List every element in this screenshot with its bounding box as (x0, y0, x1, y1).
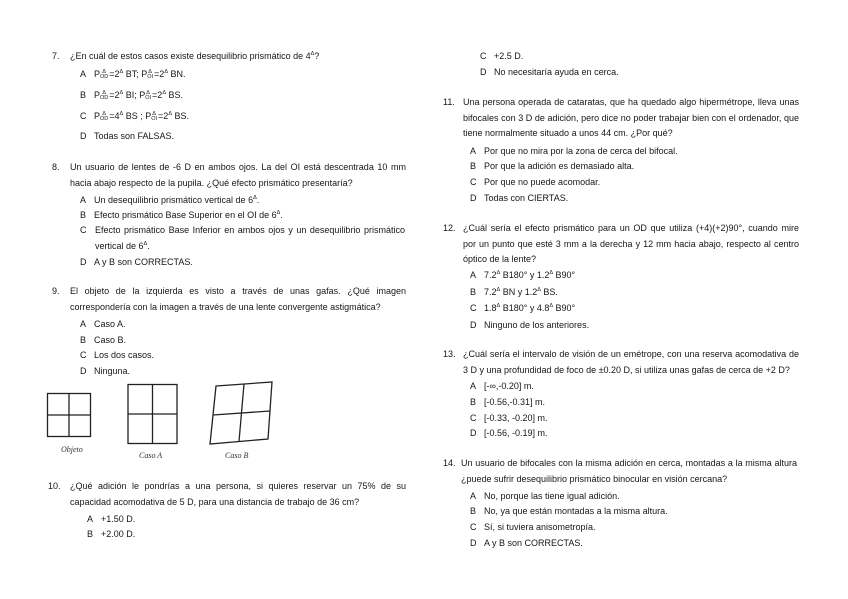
text-fragment: 7.2 (484, 270, 497, 280)
delta-superscript: Δ (496, 303, 501, 309)
text-fragment: OI (147, 73, 154, 80)
text-fragment: [-∞,-0.20] m. (484, 381, 534, 391)
text-fragment: C (470, 522, 477, 532)
q9-option-d[interactable] (80, 365, 130, 377)
text-fragment: No, ya que están montadas a la misma altura. (484, 506, 668, 516)
text-fragment: =2 (158, 111, 169, 121)
grid-figures (40, 378, 290, 450)
text-fragment: BN y 1.2 (500, 287, 538, 297)
text-fragment: No, porque las tiene igual adición. (484, 491, 620, 501)
text-fragment: Efecto prismático Base Inferior en ambos ojos y un desequilibrio prismático vertical de 6 (95, 225, 405, 251)
q12-option-c[interactable] (470, 302, 575, 314)
q8-option-a[interactable] (80, 194, 259, 206)
q7-option-d[interactable] (80, 130, 174, 142)
q14-option-a[interactable] (470, 490, 620, 502)
text-fragment: B (80, 335, 87, 345)
text-fragment: B90° (553, 270, 576, 280)
case-b-caption: Caso B (225, 451, 249, 460)
text-fragment: Por que no mira por la zona de cerca del bifocal. (484, 146, 678, 156)
text-fragment: C (470, 303, 477, 313)
text-fragment: . (280, 210, 283, 220)
q11-option-c[interactable] (470, 176, 600, 188)
text-fragment: OI (151, 115, 158, 122)
q14-option-b[interactable] (470, 505, 668, 517)
q13-option-c[interactable] (470, 412, 548, 424)
text-fragment: C (80, 225, 87, 235)
q10-option-b[interactable] (87, 528, 135, 540)
text-fragment: OD (100, 115, 109, 122)
text-fragment: A (470, 491, 477, 501)
text-fragment: +2.00 D. (101, 529, 136, 539)
text-fragment: D (470, 428, 477, 438)
text-fragment: Por que la adición es demasiado alta. (484, 161, 635, 171)
text-fragment: [-0.56, -0.19] m. (484, 428, 548, 438)
text-fragment: Δ (102, 89, 106, 96)
delta-superscript: Δ (119, 111, 124, 117)
question-text: Un usuario de bifocales con la misma adición en cerca, montadas a la misma altura ¿puede sufrir desequilibrio prismático binocular en visión cercana? (461, 458, 797, 484)
text-fragment: Todas con CIERTAS. (484, 193, 569, 203)
text-fragment: P (94, 111, 101, 121)
text-fragment: P (94, 69, 101, 79)
text-fragment: BS. (540, 287, 558, 297)
text-fragment: A (470, 146, 477, 156)
text-fragment: B (470, 161, 477, 171)
question-number: 10. (48, 481, 61, 491)
text-fragment: B (87, 529, 94, 539)
text-fragment: ¿En cuál de estos casos existe desequilibrio prismático de 4 (70, 51, 311, 61)
q10-option-a[interactable] (87, 513, 135, 525)
question-number: 13. (443, 349, 456, 359)
text-fragment: Caso B. (94, 335, 127, 345)
text-fragment: D (480, 67, 487, 77)
delta-superscript: Δ (119, 69, 124, 75)
text-fragment: C (470, 177, 477, 187)
text-fragment: BN. (168, 69, 186, 79)
text-fragment: BT; P (123, 69, 148, 79)
text-fragment: =2 (109, 90, 120, 100)
text-fragment: Δ (102, 110, 106, 117)
text-fragment: Por que no puede acomodar. (484, 177, 601, 187)
case-b-grid (210, 382, 272, 444)
q14-option-d[interactable] (470, 537, 583, 549)
text-fragment: A (80, 319, 87, 329)
text-fragment: 7.2 (484, 287, 497, 297)
q10-option-c[interactable] (480, 50, 523, 62)
question-text (70, 49, 406, 65)
text-fragment: Δ (148, 68, 152, 75)
text-fragment: +1.50 D. (101, 514, 136, 524)
text-fragment: B (80, 90, 87, 100)
text-fragment: B90° (553, 303, 576, 313)
object-grid (48, 394, 91, 437)
text-fragment: BS. (166, 90, 184, 100)
q8-option-c[interactable] (80, 223, 405, 254)
text-fragment: D (470, 320, 477, 330)
text-fragment: OD (100, 94, 109, 101)
delta-superscript: Δ (496, 270, 501, 276)
text-fragment: Caso A. (94, 319, 126, 329)
question-text: Un usuario de lentes de -6 D en ambos ojos. La del OI está descentrada 10 mm hacia abajo respecto de la pupila. ¿Qué efecto prismático presentaría? (70, 162, 406, 188)
q11-option-b[interactable] (470, 160, 634, 172)
text-fragment: D (80, 366, 87, 376)
q9-option-c[interactable] (80, 349, 154, 361)
question-text: ¿Cuál sería el efecto prismático para un OD que utiliza (+4)(+2)90°, cuando mire por un punto que esté 3 mm a la derecha y 12 mm hacia abajo, respecto al centro óptico de la lente? (463, 223, 799, 265)
q11-option-d[interactable] (470, 192, 568, 204)
q12-option-d[interactable] (470, 319, 589, 331)
question-number: 14. (443, 458, 456, 468)
q12-option-b[interactable] (470, 286, 558, 298)
text-fragment: BI; P (123, 90, 146, 100)
q7-option-a[interactable] (80, 68, 186, 80)
q11-option-a[interactable] (470, 145, 678, 157)
text-fragment: [-0.56,-0.31] m. (484, 397, 546, 407)
question-number: 11. (443, 97, 455, 107)
q13-option-a[interactable] (470, 380, 534, 392)
text-fragment: No necesitaría ayuda en cerca. (494, 67, 619, 77)
text-fragment: ? (314, 51, 320, 61)
delta-superscript: Δ (143, 240, 148, 247)
text-fragment: +2.5 D. (494, 51, 524, 61)
text-fragment: Los dos casos. (94, 350, 155, 360)
q7-option-b[interactable] (80, 89, 183, 101)
delta-superscript: Δ (253, 195, 257, 201)
q12-option-a[interactable] (470, 269, 575, 281)
q13-option-b[interactable] (470, 396, 545, 408)
text-fragment: A (80, 69, 87, 79)
text-fragment: B (470, 287, 477, 297)
question-number: 8. (52, 162, 60, 172)
q9-option-a[interactable] (80, 318, 126, 330)
text-fragment: =4 (109, 111, 120, 121)
delta-superscript: Δ (162, 90, 166, 96)
question-text: ¿Cuál sería el intervalo de visión de un emétrope, con una reserva acomodativa de 3 D y una profundidad de foco de ±0.20 D, si utiliza unas gafas de cerca de +2 D? (463, 349, 799, 375)
q7-option-c[interactable] (80, 110, 189, 122)
delta-superscript: Δ (164, 69, 168, 75)
question-number: 7. (52, 51, 60, 61)
text-fragment: C (80, 111, 87, 121)
text-fragment: OD (100, 73, 109, 80)
text-fragment: D (470, 538, 477, 548)
text-fragment: A (87, 514, 94, 524)
delta-superscript: Δ (537, 287, 541, 293)
text-fragment: BS ; P (123, 111, 152, 121)
text-fragment: B (470, 506, 477, 516)
text-fragment: OI (145, 94, 152, 101)
delta-superscript: Δ (119, 90, 124, 96)
text-fragment: P (94, 90, 101, 100)
case-a-grid (128, 385, 177, 444)
text-fragment: C (470, 413, 477, 423)
text-fragment: D (80, 131, 87, 141)
delta-superscript: Δ (496, 287, 501, 293)
text-fragment: Efecto prismático Base Superior en el OI de 6 (94, 210, 277, 220)
text-fragment: C (480, 51, 487, 61)
text-fragment: Δ (102, 68, 106, 75)
text-fragment: A y B son CORRECTAS. (484, 538, 583, 548)
delta-superscript: Δ (168, 111, 172, 117)
delta-superscript: Δ (276, 210, 281, 216)
text-fragment: B180° y 4.8 (500, 303, 550, 313)
text-fragment: Ninguna. (94, 366, 131, 376)
text-fragment: . (256, 195, 260, 205)
text-fragment: . (147, 240, 150, 251)
text-fragment: D (80, 257, 87, 267)
text-fragment: Sí, si tuviera anisometropía. (484, 522, 596, 532)
text-fragment: B (80, 210, 87, 220)
text-fragment: B180° y 1.2 (500, 270, 550, 280)
question-number: 12. (443, 223, 456, 233)
object-caption: Objeto (61, 445, 83, 454)
text-fragment: A (470, 270, 477, 280)
text-fragment: Un desequilibrio prismático vertical de 6 (94, 195, 254, 205)
q9-option-b[interactable] (80, 334, 126, 346)
text-fragment: 1.8 (484, 303, 497, 313)
text-fragment: B (470, 397, 477, 407)
delta-superscript: Δ (310, 51, 315, 57)
text-fragment: Ninguno de los anteriores. (484, 320, 590, 330)
text-fragment: A (80, 195, 87, 205)
question-text: Una persona operada de cataratas, que ha quedado algo hipermétrope, lleva unas bifocales con 3 D de adición, pero dice no poder trabajar bien con el ordenador, que tiene normalmente situado a unos 44 cm. ¿Por qué? (463, 97, 799, 139)
q14-option-c[interactable] (470, 521, 596, 533)
text-fragment: [-0.33, -0.20] m. (484, 413, 548, 423)
text-fragment: C (80, 350, 87, 360)
question-text: ¿Qué adición le pondrías a una persona, si quieres reservar un 75% de su capacidad acomodativa de 5 D, para una distancia de trabajo de 36 cm? (70, 481, 406, 507)
text-fragment: A y B son CORRECTAS. (94, 257, 193, 267)
case-a-caption: Caso A (139, 451, 163, 460)
text-fragment: D (470, 193, 477, 203)
text-fragment: A (470, 381, 477, 391)
delta-superscript: Δ (549, 270, 554, 276)
text-fragment: Δ (146, 89, 150, 96)
text-fragment: =2 (154, 69, 165, 79)
text-fragment: Todas son FALSAS. (94, 131, 175, 141)
text-fragment: Δ (152, 110, 156, 117)
q13-option-d[interactable] (470, 427, 548, 439)
text-fragment: BS. (172, 111, 190, 121)
q8-option-d[interactable] (80, 256, 193, 268)
q10-option-d[interactable] (480, 66, 619, 78)
text-fragment: =2 (109, 69, 120, 79)
question-number: 9. (52, 286, 60, 296)
q8-option-b[interactable] (80, 209, 283, 221)
delta-superscript: Δ (549, 303, 554, 309)
text-fragment: =2 (152, 90, 163, 100)
question-text: El objeto de la izquierda es visto a través de unas gafas. ¿Qué imagen correspondería con la imagen a través de una lente convergente astigmática? (70, 286, 406, 312)
